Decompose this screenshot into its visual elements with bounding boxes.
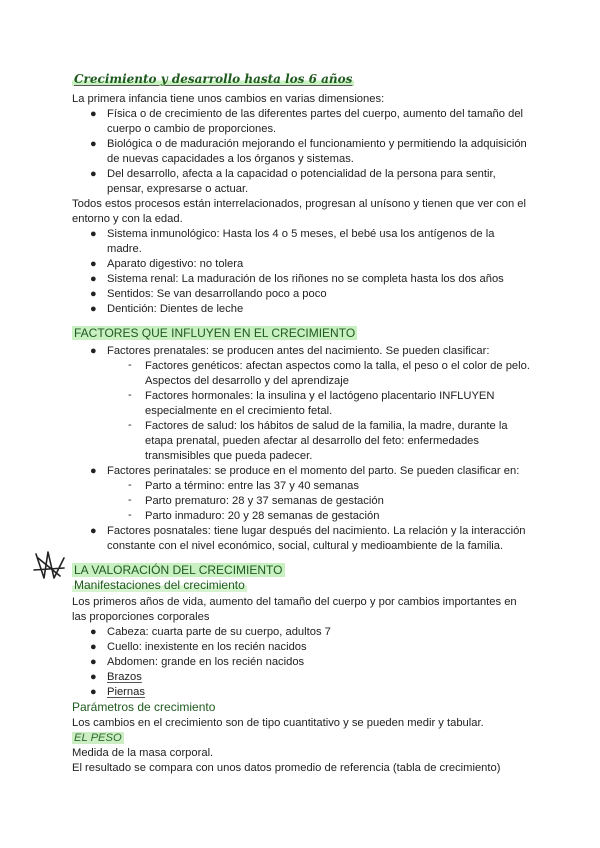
bullet-icon: ●	[90, 345, 97, 357]
bullet-icon: ●	[90, 258, 97, 270]
dash-icon: -	[128, 494, 132, 506]
dimension-1-line-1: Física o de crecimiento de las diferentes partes del cuerpo, aumento del tamaño del	[107, 108, 524, 120]
peso-line-1: Medida de la masa corporal.	[72, 747, 214, 759]
manif-item-1: Cabeza: cuarta parte de su cuerpo, adultos 7	[107, 626, 331, 638]
page-title-line	[72, 72, 354, 88]
manif-item-4: Brazos	[107, 671, 142, 683]
dimension-2-line-1: Biológica o de maduración mejorando el funcionamiento y permitiendo la adquisición	[107, 138, 527, 150]
manif-item-5: Piernas	[107, 686, 145, 698]
page-title: Crecimiento y desarrollo hasta los 6 años	[74, 72, 353, 86]
dash-icon: -	[128, 389, 132, 401]
parametros-text: Los cambios en el crecimiento son de tipo cuantitativo y se pueden medir y tabular.	[72, 717, 484, 729]
bullet-icon: ●	[90, 671, 97, 683]
dash-icon: -	[128, 479, 132, 491]
parto-inmaduro: Parto inmaduro: 20 y 28 semanas de gestación	[145, 510, 380, 522]
dimension-3-line-1: Del desarrollo, afecta a la capacidad o potencialidad de la persona para sentir,	[107, 168, 496, 180]
bullet-icon: ●	[90, 273, 97, 285]
genetic-line-2: Aspectos del desarrollo y del aprendizaje	[145, 375, 349, 387]
manifestaciones-text-1: Los primeros años de vida, aumento del tamaño del cuerpo y por cambios importantes en	[72, 596, 517, 608]
factores-heading: FACTORES QUE INFLUYEN EN EL CRECIMIENTO	[74, 326, 356, 340]
parametros-heading: Parámetros de crecimiento	[72, 700, 216, 714]
peso-heading: EL PESO	[74, 732, 122, 744]
manif-item-2: Cuello: inexistente en los recién nacidos	[107, 641, 307, 653]
valoracion-heading: LA VALORACIÓN DEL CRECIMIENTO	[74, 563, 283, 577]
dash-icon: -	[128, 419, 132, 431]
bullet-icon: ●	[90, 525, 97, 537]
sistema-5: Dentición: Dientes de leche	[107, 303, 244, 315]
procesos-line-2: entorno y con la edad.	[72, 213, 183, 225]
manifestaciones-heading-line	[72, 578, 247, 594]
hormonal-line-2: especialmente en el crecimiento fetal.	[145, 405, 333, 417]
posnatales-line-1: Factores posnatales: tiene lugar después del nacimiento. La relación y la interacción	[107, 525, 526, 537]
posnatales-line-2: constante con el nivel económico, social, cultural y medioambiente de la familia.	[107, 540, 504, 552]
bullet-icon: ●	[90, 686, 97, 698]
sistema-1-line-2: madre.	[107, 243, 142, 255]
perinatales-line: Factores perinatales: se produce en el momento del parto. Se pueden clasificar en:	[107, 465, 520, 477]
prenatales-line: Factores prenatales: se producen antes del nacimiento. Se pueden clasificar:	[107, 345, 490, 357]
sistema-3: Sistema renal: La maduración de los riñones no se completa hasta los dos años	[107, 273, 504, 285]
parametros-heading-line	[72, 700, 215, 716]
parto-termino: Parto a término: entre las 37 y 40 semanas	[145, 480, 359, 492]
bullet-icon: ●	[90, 288, 97, 300]
handwritten-star-mark	[30, 548, 68, 584]
bullet-icon: ●	[90, 656, 97, 668]
bullet-icon: ●	[90, 108, 97, 120]
dimension-1-line-2: cuerpo o cambio de proporciones.	[107, 123, 277, 135]
dimension-2-line-2: de nuevas capacidades a los órganos y sistemas.	[107, 153, 354, 165]
sistema-4: Sentidos: Se van desarrollando poco a poco	[107, 288, 327, 300]
intro-text: La primera infancia tiene unos cambios en varias dimensiones:	[72, 93, 385, 105]
parto-prematuro: Parto prematuro: 28 y 37 semanas de gestación	[145, 495, 384, 507]
sistema-2: Aparato digestivo: no tolera	[107, 258, 244, 270]
hormonal-line-1: Factores hormonales: la insulina y el lactógeno placentario INFLUYEN	[145, 390, 495, 402]
salud-line-3: transmisibles que pueda padecer.	[145, 450, 313, 462]
bullet-icon: ●	[90, 303, 97, 315]
salud-line-2: etapa prenatal, pueden afectar al desarrollo del feto: enfermedades	[145, 435, 479, 447]
manifestaciones-heading: Manifestaciones del crecimiento	[74, 578, 245, 592]
dimension-3-line-2: pensar, expresarse o actuar.	[107, 183, 249, 195]
dash-icon: -	[128, 509, 132, 521]
bullet-icon: ●	[90, 138, 97, 150]
bullet-icon: ●	[90, 465, 97, 477]
factores-heading-line	[72, 326, 357, 342]
manifestaciones-text-2: las proporciones corporales	[72, 611, 210, 623]
sistema-1-line-1: Sistema inmunológico: Hasta los 4 o 5 meses, el bebé usa los antígenos de la	[107, 228, 495, 240]
bullet-icon: ●	[90, 626, 97, 638]
manif-item-3: Abdomen: grande en los recién nacidos	[107, 656, 305, 668]
peso-heading-line	[72, 731, 124, 746]
bullet-icon: ●	[90, 641, 97, 653]
valoracion-heading-line	[72, 563, 285, 579]
dash-icon: -	[128, 359, 132, 371]
procesos-line-1: Todos estos procesos están interrelacionados, progresan al unísono y tienen que ver con el	[72, 198, 526, 210]
salud-line-1: Factores de salud: los hábitos de salud de la familia, la madre, durante la	[145, 420, 508, 432]
bullet-icon: ●	[90, 228, 97, 240]
genetic-line-1: Factores genéticos: afectan aspectos como la talla, el peso o el color de pelo.	[145, 360, 530, 372]
bullet-icon: ●	[90, 168, 97, 180]
peso-line-2: El resultado se compara con unos datos promedio de referencia (tabla de crecimiento)	[72, 762, 501, 774]
